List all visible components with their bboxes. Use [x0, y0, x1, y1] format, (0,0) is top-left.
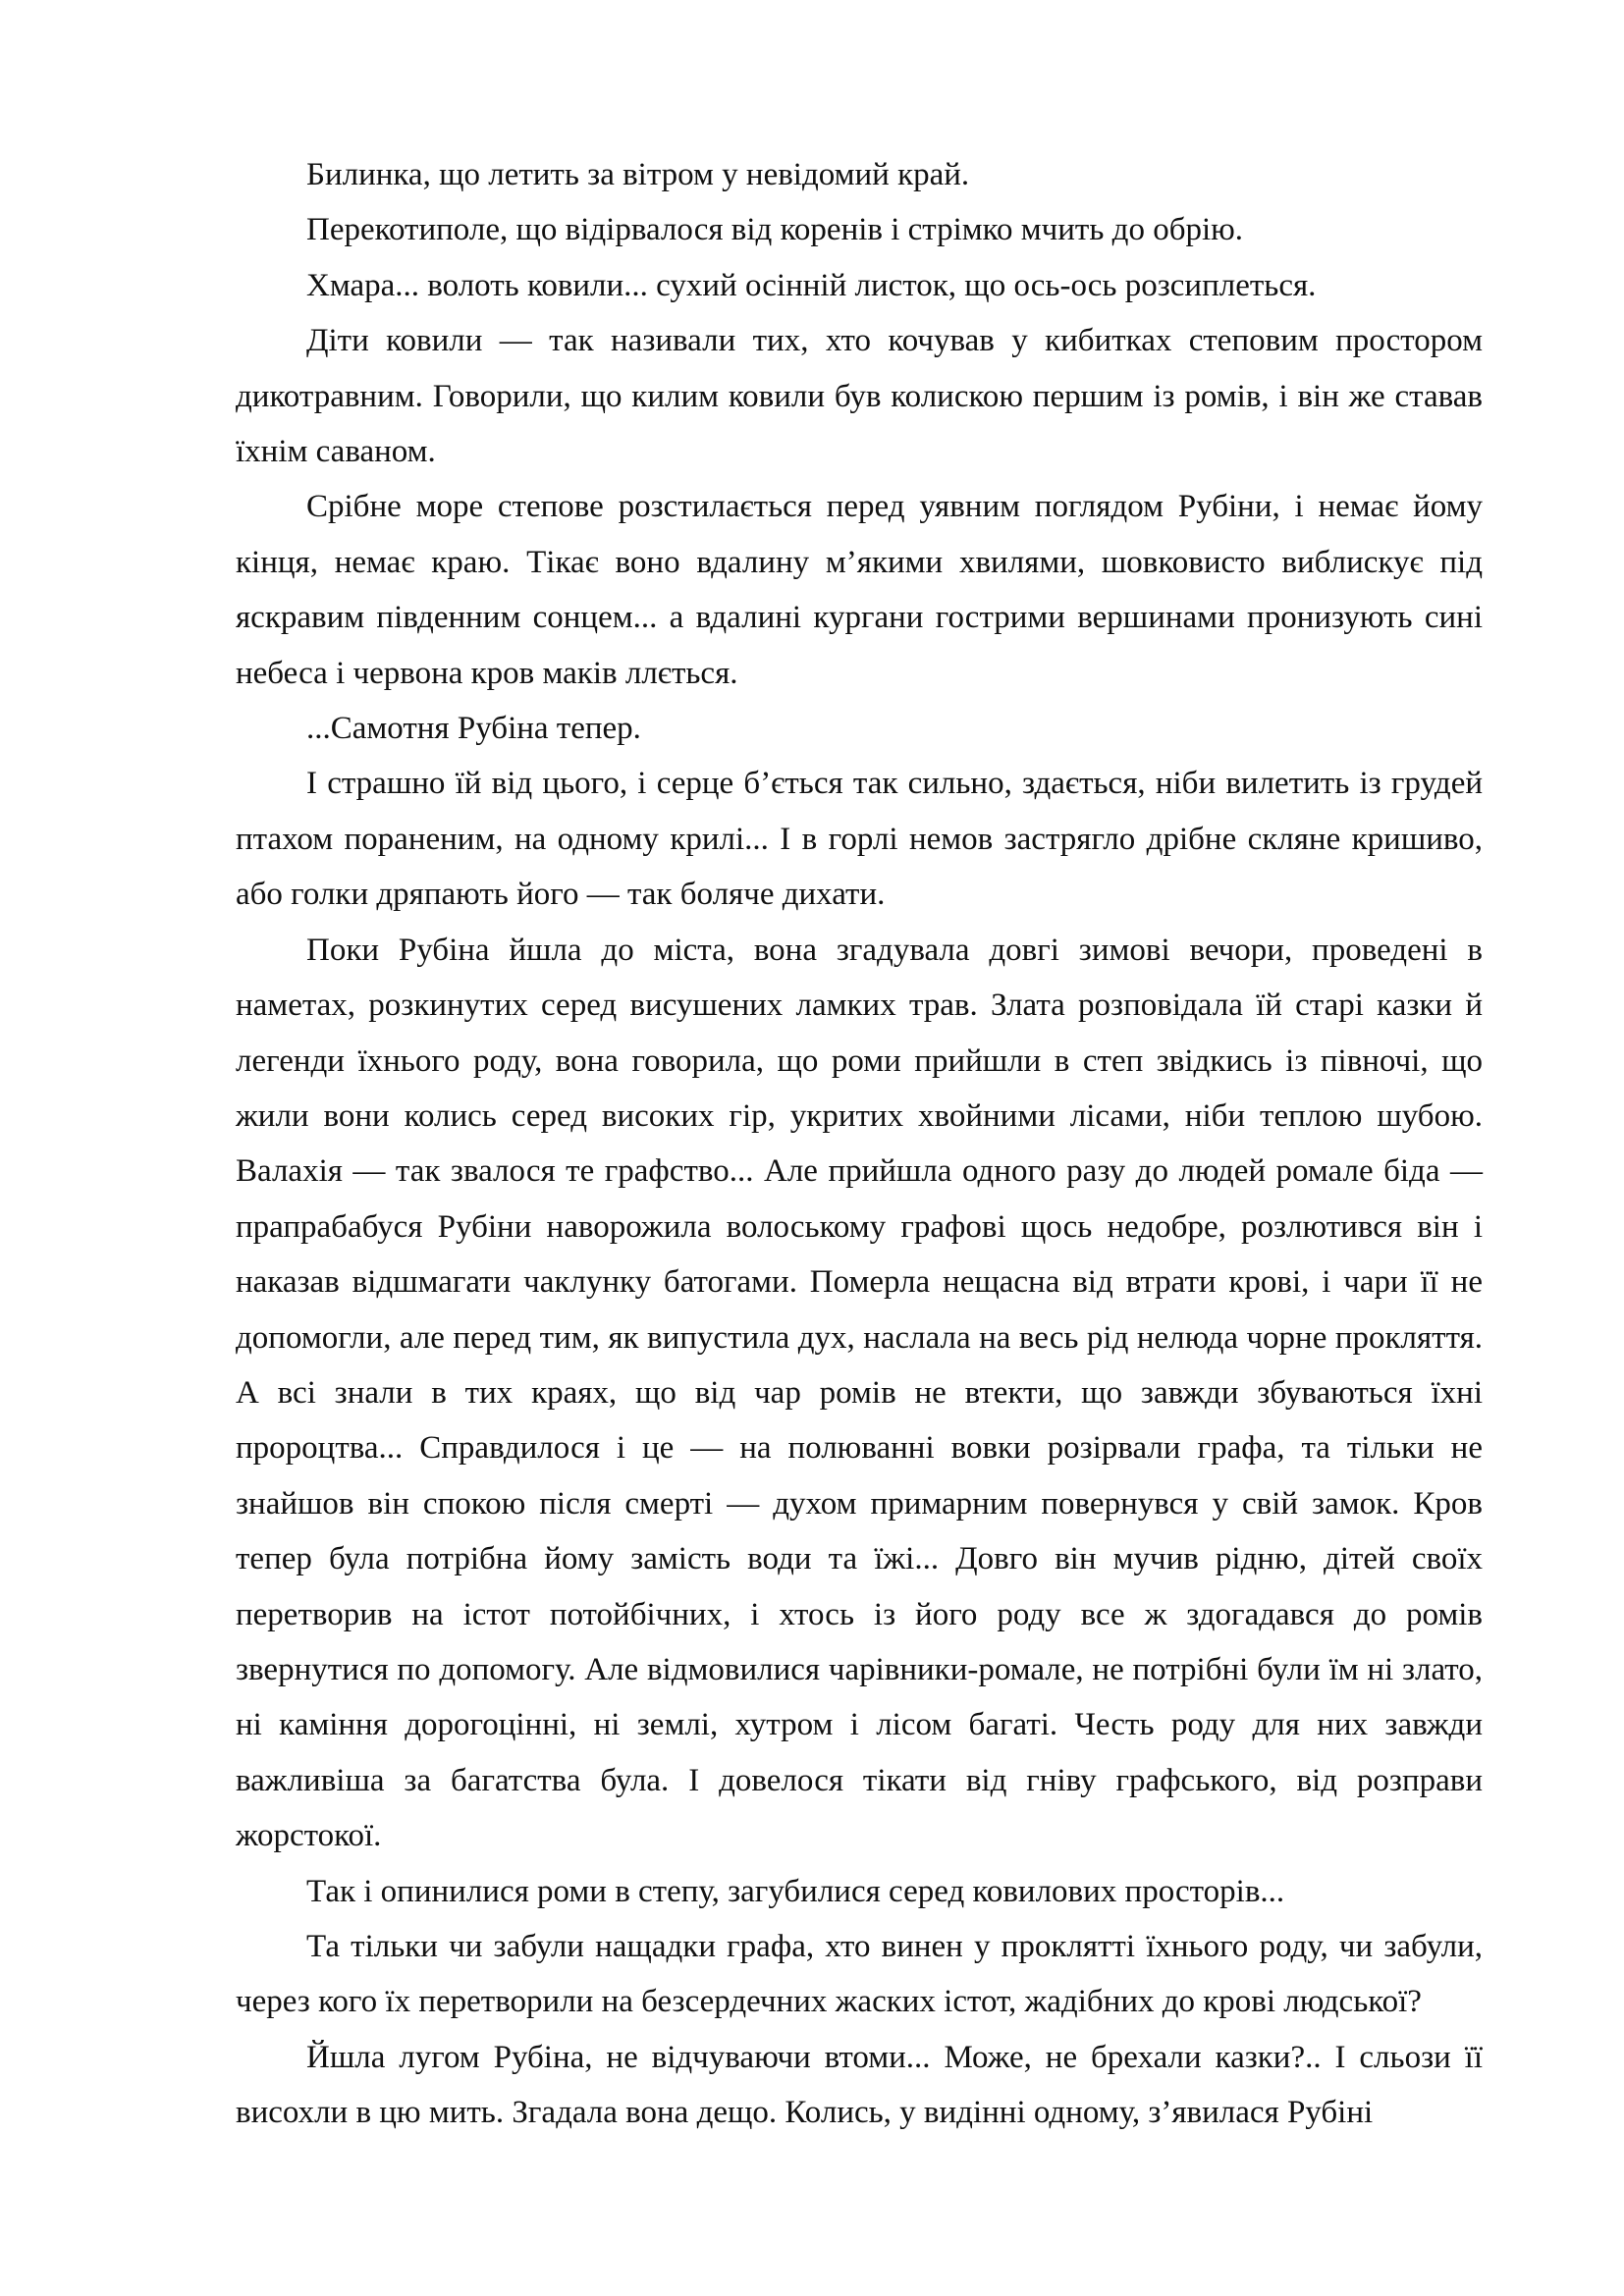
- paragraph: Йшла лугом Рубіна, не відчуваючи втоми... Може, не брехали казки?.. І сльози її висохли в цю мить. Згадала вона дещо. Колись, у видінні одному, з’явилася Рубіні: [236, 2039, 1483, 2131]
- paragraph: Перекотиполе, що відірвалося від коренів і стрімко мчить до обрію.: [306, 212, 1244, 248]
- paragraph: І страшно їй від цього, і серце б’ється так сильно, здається, ніби вилетить із грудей птахом пораненим, на одному крилі... І в горлі немов застрягло дрібне скляне кришиво, або голки дряпають його — так боляче дихати.: [236, 766, 1483, 913]
- paragraph: Билинка, що летить за вітром у невідомий край.: [306, 157, 970, 192]
- paragraph: Срібне море степове розстилається перед уявним поглядом Рубіни, і немає йому кінця, немає краю. Тікає воно вдалину м’якими хвилями, шовковисто виблискує під яскравим південним сонцем... а вдалині кургани гострими вершинами пронизують сині небеса і червона кров маків ллється.: [236, 489, 1483, 691]
- document-page: [236, 147, 1483, 2141]
- paragraph: Та тільки чи забули нащадки графа, хто винен у проклятті їхнього роду, чи забули, через кого їх перетворили на безсердечних жаских істот, жадібних до крові людської?: [236, 1929, 1483, 2020]
- paragraph: Так і опинилися роми в степу, загубилися серед ковилових просторів...: [306, 1873, 1285, 1909]
- paragraph: Поки Рубіна йшла до міста, вона згадувала довгі зимові вечори, проведені в наметах, розкинутих серед висушених ламких трав. Злата розповідала їй старі казки й легенди їхнього роду, вона говорила, що роми прийшли в степ звідкись із півночі, що жили вони колись серед високих гір, укритих хвойними лісами, ніби теплою шубою. Валахія — так звалося те графство... Але прийшла одного разу до людей ромале біда — прапрабабуся Рубіни наворожила волоському графові щось недобре, розлютився він і наказав відшмагати чаклунку батогами. Померла нещасна від втрати крові, і чари її не допомогли, але перед тим, як випустила дух, наслала на весь рід нелюда чорне прокляття. А всі знали в тих краях, що від чар ромів не втекти, що завжди збуваються їхні пророцтва... Справдилося і це — на полюванні вовки розірвали графа, та тільки не знайшов він спокою після смерті — духом примарним повернувся у свій замок. Кров тепер була потрібна йому замість води та їжі... Довго він мучив рідню, дітей своїх перетворив на істот потойбічних, і хтось із його роду все ж здогадався до ромів звернутися по допомогу. Але відмовилися чарівники-ромале, не потрібні були їм ні злато, ні каміння дорогоцінні, ні землі, хутром і лісом багаті. Честь роду для них завжди важливіша за багатства була. І довелося тікати від гніву графського, від розправи жорстокої.: [236, 932, 1483, 1854]
- paragraph: Діти ковили — так називали тих, хто кочував у кибитках степовим простором дикотравним. Говорили, що килим ковили був колискою першим із ромів, і він же ставав їхнім саваном.: [236, 323, 1483, 470]
- paragraph: ...Самотня Рубіна тепер.: [306, 711, 641, 747]
- paragraph: Хмара... волоть ковили... сухий осінній листок, що ось-ось розсиплеться.: [306, 267, 1317, 303]
